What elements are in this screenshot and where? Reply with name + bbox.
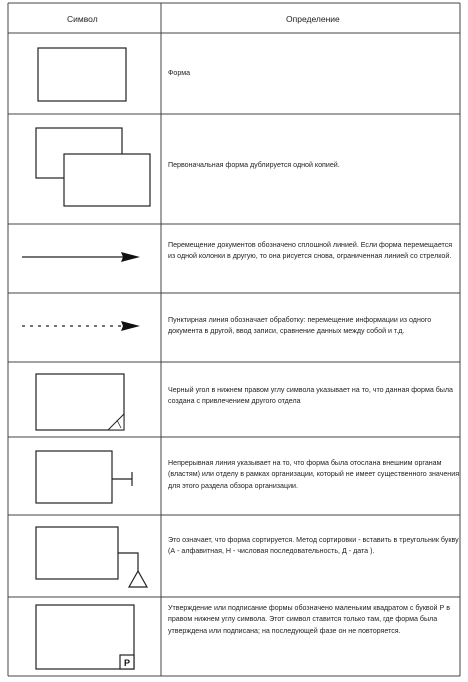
row-4-definition: Пунктирная линия обозначает обработку: перемещение информации из одного документа в другой, ввод записи, сравнение данных между собой и т.д.: [168, 316, 432, 336]
header-symbol: Символ: [67, 14, 98, 24]
form-symbol: [0, 34, 160, 114]
solid-arrow-symbol: [0, 224, 160, 293]
row-7-definition: Это означает, что форма сортируется. Метод сортировки - вставить в треугольник букву (А - алфавитная, Н - числовая последовательность, Д - дата ).: [168, 536, 459, 556]
row-1-definition: Форма: [168, 69, 191, 77]
form-corner-symbol: [0, 362, 160, 437]
form-sorted-symbol: [0, 515, 160, 597]
approval-box-letter: P: [123, 658, 131, 668]
form-approved-symbol: [0, 597, 160, 676]
row-8-definition: Утверждение или подписание формы обозначено маленьким квадратом с буквой Р в правом нижнем углу символа. Этот символ ставится только там, где форма была утверждена или подписана; на последующей фазе он не повторяется.: [168, 604, 450, 635]
duplicated-form-symbol: [0, 114, 160, 224]
row-2-definition: Первоначальная форма дублируется одной копией.: [168, 161, 340, 169]
row-3-definition: Перемещение документов обозначено сплошной линией. Если форма перемещается из одной колонки в другую, то она рисуется снова, ограниченная линией со стрелкой.: [168, 241, 453, 261]
row-6-definition: Непрерывная линия указывает на то, что форма была отослана внешним органам (властям) или отделу в рамках организации, который не имеет существенного значения для этого раздела обзора организации.: [168, 459, 460, 490]
form-sent-outside-symbol: [0, 437, 160, 515]
dotted-arrow-symbol: [0, 293, 160, 362]
row-5-definition: Черный угол в нижнем правом углу символа указывает на то, что данная форма была создана с привлечением другого отдела: [168, 386, 453, 406]
header-definition: Определение: [286, 14, 340, 24]
